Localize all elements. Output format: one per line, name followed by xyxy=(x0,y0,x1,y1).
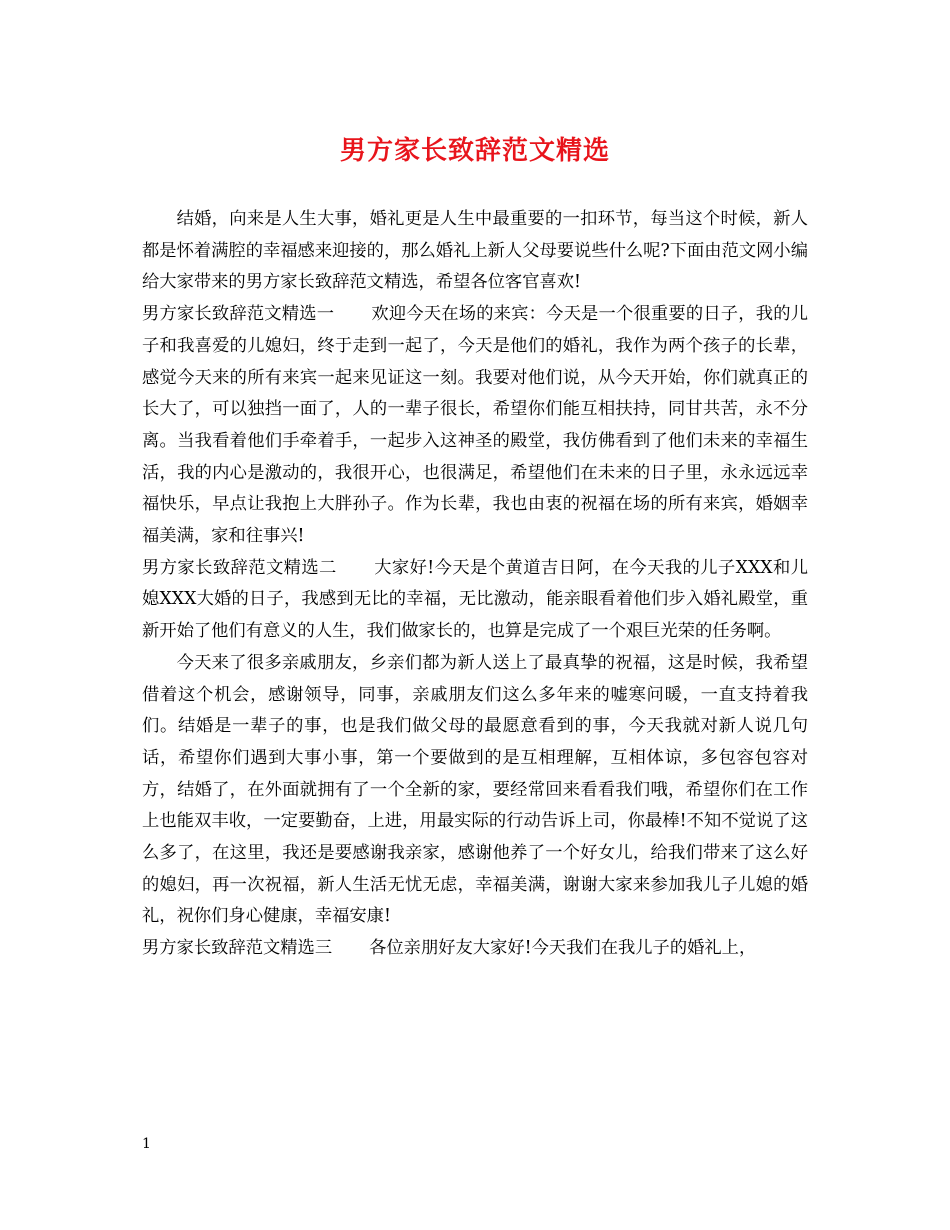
document-title: 男方家长致辞范文精选 xyxy=(339,136,610,166)
section-3-text: 各位亲朋好友大家好!今天我们在我儿子的婚礼上， xyxy=(369,938,757,959)
section-1-paragraph xyxy=(142,299,808,553)
intro-paragraph: 结婚，向来是人生大事，婚礼更是人生中最重要的一扣环节，每当这个时候，新人都是怀着满腔的幸福感来迎接的，那么婚礼上新人父母要说些什么呢?下面由范文网小编给大家带来的男方家长致辞范文精选，希望各位客官喜欢! xyxy=(142,209,808,293)
section-2-text: 大家好!今天是个黄道吉日阿，在今天我的儿子XXX和儿媳XXX大婚的日子，我感到无比的幸福，无比激动，能亲眼看着他们步入婚礼殿堂，重新开始了他们有意义的人生，我们做家长的，也算是完成了一个艰巨光荣的任务啊。 xyxy=(142,557,808,642)
section-2-heading: 男方家长致辞范文精选二 xyxy=(142,557,337,578)
section-1-heading: 男方家长致辞范文精选一 xyxy=(142,304,335,325)
section-1-text: 欢迎今天在场的来宾：今天是一个很重要的日子，我的儿子和我喜爱的儿媳妇，终于走到一起了，今天是他们的婚礼，我作为两个孩子的长辈，感觉今天来的所有来宾一起来见证这一刻。我要对他们说，从今天开始，你们就真正的长大了，可以独挡一面了，人的一辈子很长，希望你们能互相扶持，同甘共苦，永不分离。当我看着他们手牵着手，一起步入这神圣的殿堂，我仿佛看到了他们未来的幸福生活，我的内心是激动的，我很开心，也很满足，希望他们在未来的日子里，永永远远幸福快乐，早点让我抱上大胖孙子。作为长辈，我也由衷的祝福在场的所有来宾，婚姻幸福美满，家和往事兴! xyxy=(142,304,808,547)
page-number: 1 xyxy=(142,1136,151,1152)
section-3-heading: 男方家长致辞范文精选三 xyxy=(142,938,333,959)
section-2-paragraph-2: 今天来了很多亲戚朋友，乡亲们都为新人送上了最真挚的祝福，这是时候，我希望借着这个机会，感谢领导，同事，亲戚朋友们这么多年来的嘘寒问暖，一直支持着我们。结婚是一辈子的事，也是我们做父母的最愿意看到的事，今天我就对新人说几句话，希望你们遇到大事小事，第一个要做到的是互相理解，互相体谅，多包容包容对方，结婚了，在外面就拥有了一个全新的家，要经常回来看看我们哦，希望你们在工作上也能双丰收，一定要勤奋，上进，用最实际的行动告诉上司，你最棒!不知不觉说了这么多了，在这里，我还是要感谢我亲家，感谢他养了一个好女儿，给我们带来了这么好的媳妇，再一次祝福，新人生活无忧无虑，幸福美满，谢谢大家来参加我儿子儿媳的婚礼，祝你们身心健康，幸福安康! xyxy=(142,652,808,927)
section-3-paragraph xyxy=(142,933,808,965)
section-2-paragraph xyxy=(142,553,808,648)
document-body xyxy=(142,204,808,965)
